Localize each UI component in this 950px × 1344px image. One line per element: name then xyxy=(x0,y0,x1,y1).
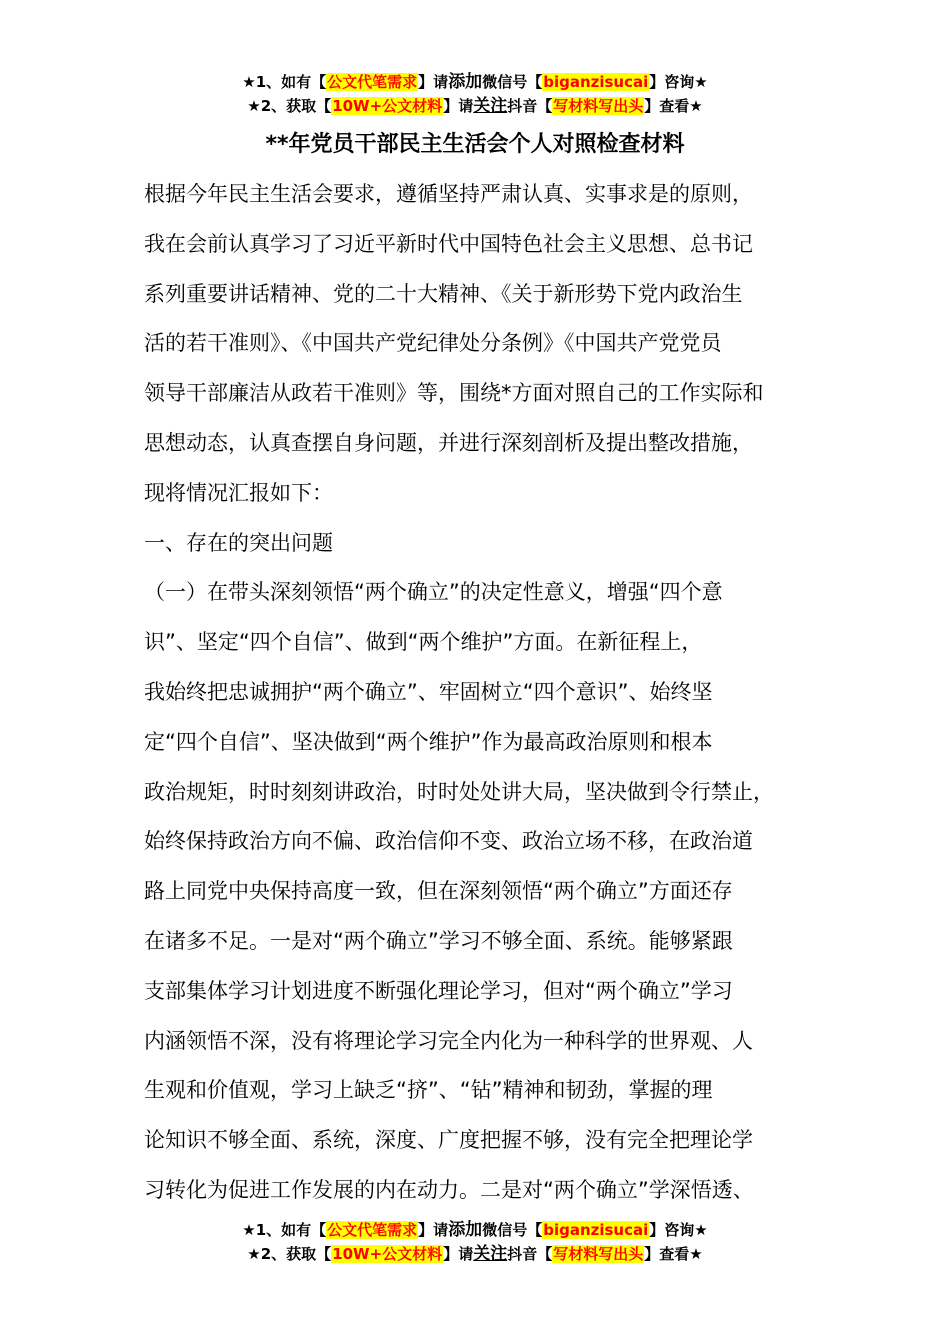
body-line: （一）在带头深刻领悟“两个确立”的决定性意义，增强“四个意 xyxy=(144,580,723,605)
banner-text: 微信号【 xyxy=(482,1221,543,1239)
highlight-text: 公文代笔需求 xyxy=(327,1221,418,1239)
emphasis-text: 添加 xyxy=(448,1220,483,1240)
body-line: 我始终把忠诚拥护“两个确立”、牢固树立“四个意识”、始终坚 xyxy=(144,679,713,704)
banner-text: 】请 xyxy=(418,73,449,91)
body-line: 在诸多不足。一是对“两个确立”学习不够全面、系统。能够紧跟 xyxy=(144,928,733,953)
banner-text: 微信号【 xyxy=(482,73,543,91)
body-line: 内涵领悟不深，没有将理论学习完全内化为一种科学的世界观、人 xyxy=(144,1028,753,1053)
banner-text: 】请 xyxy=(418,1221,449,1239)
banner-text: 】请 xyxy=(443,97,474,115)
banner-text: 】咨询★ xyxy=(649,1221,708,1239)
banner-line-2 xyxy=(0,1242,950,1266)
body-line: 政治规矩，时时刻刻讲政治，时时处处讲大局，坚决做到令行禁止， xyxy=(144,779,774,804)
highlight-text: 10W+公文材料 xyxy=(332,97,443,115)
body-line: 思想动态，认真查摆自身问题，并进行深刻剖析及提出整改措施， xyxy=(144,430,753,455)
document-body xyxy=(144,170,834,1216)
banner-text: 】查看★ xyxy=(644,1245,703,1263)
body-line: 定“四个自信”、坚决做到“两个维护”作为最高政治原则和根本 xyxy=(144,729,713,754)
body-line: 领导干部廉洁从政若干准则》等，围绕*方面对照自己的工作实际和 xyxy=(144,381,764,406)
body-line: 论知识不够全面、系统，深度、广度把握不够，没有完全把理论学 xyxy=(144,1128,753,1153)
highlight-text: 10W+公文材料 xyxy=(332,1245,443,1263)
douyin-id: 写材料写出头 xyxy=(553,97,644,115)
emphasis-text: 添加 xyxy=(448,72,483,92)
banner-text: ★1、如有【 xyxy=(242,73,327,91)
body-line: 活的若干准则》、《中国共产党纪律处分条例》《中国共产党党员 xyxy=(144,331,722,356)
banner-text: ★2、获取【 xyxy=(247,97,332,115)
body-line: 现将情况汇报如下： xyxy=(144,480,333,505)
body-line: 根据今年民主生活会要求，遵循坚持严肃认真、实事求是的原则， xyxy=(144,182,753,206)
douyin-id: 写材料写出头 xyxy=(553,1245,644,1263)
footer-banner xyxy=(0,1218,950,1266)
banner-text: 】请 xyxy=(443,1245,474,1263)
wechat-id: biganzisucai xyxy=(543,73,649,91)
banner-line-2 xyxy=(0,94,950,118)
header-banner xyxy=(0,70,950,118)
banner-text: 】查看★ xyxy=(644,97,703,115)
banner-text: ★2、获取【 xyxy=(247,1245,332,1263)
document-title: **年党员干部民主生活会个人对照检查材料 xyxy=(265,132,685,157)
highlight-text: 公文代笔需求 xyxy=(327,73,418,91)
emphasis-text: 关注 xyxy=(473,96,508,116)
wechat-id: biganzisucai xyxy=(543,1221,649,1239)
banner-text: ★1、如有【 xyxy=(242,1221,327,1239)
banner-text: 】咨询★ xyxy=(649,73,708,91)
body-line: 路上同党中央保持高度一致，但在深刻领悟“两个确立”方面还存 xyxy=(144,879,733,904)
body-line: 生观和价值观，学习上缺乏“挤”、“钻”精神和韧劲，掌握的理 xyxy=(144,1078,713,1103)
body-line: 我在会前认真学习了习近平新时代中国特色社会主义思想、总书记 xyxy=(144,231,753,256)
body-line: 一、存在的突出问题 xyxy=(144,530,333,555)
body-line: 支部集体学习计划进度不断强化理论学习，但对“两个确立”学习 xyxy=(144,978,733,1003)
banner-line-1 xyxy=(0,70,950,94)
body-line: 习转化为促进工作发展的内在动力。二是对“两个确立”学深悟透、 xyxy=(144,1177,754,1202)
body-line: 系列重要讲话精神、党的二十大精神、《关于新形势下党内政治生 xyxy=(144,281,743,306)
body-line: 识”、坚定“四个自信”、做到“两个维护”方面。在新征程上， xyxy=(144,630,703,655)
body-line: 始终保持政治方向不偏、政治信仰不变、政治立场不移，在政治道 xyxy=(144,829,753,854)
banner-text: 抖音【 xyxy=(507,97,553,115)
banner-line-1 xyxy=(0,1218,950,1242)
emphasis-text: 关注 xyxy=(473,1244,508,1264)
banner-text: 抖音【 xyxy=(507,1245,553,1263)
